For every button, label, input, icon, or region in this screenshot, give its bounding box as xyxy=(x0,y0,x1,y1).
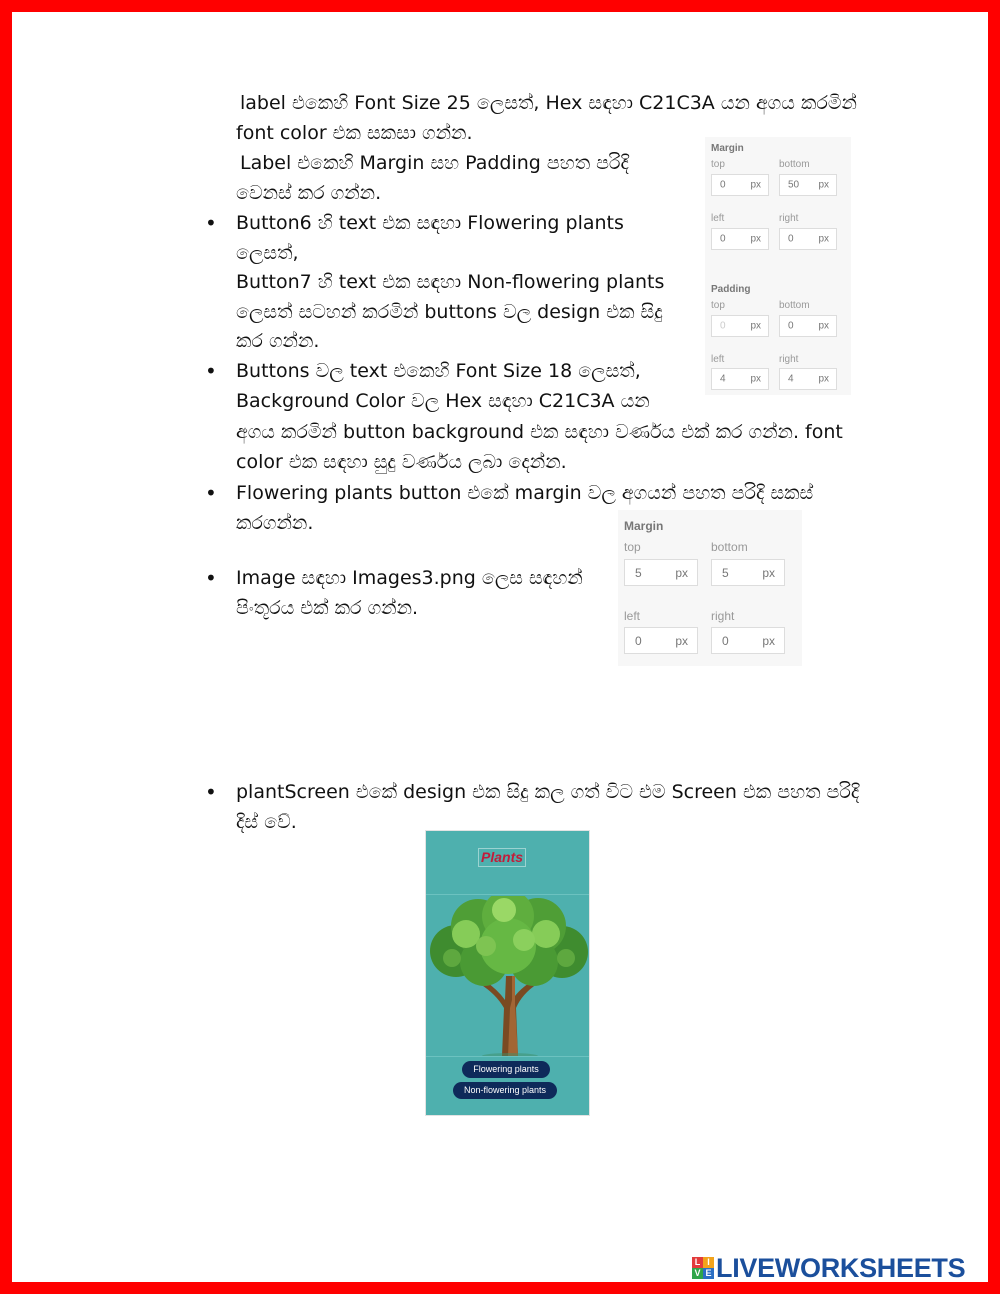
text-line: Label එකෙහි Margin සහ Padding පහත පරිදි xyxy=(240,152,629,174)
bullet-marker: • xyxy=(205,359,217,383)
text-line: දිස් වේ. xyxy=(236,811,297,833)
text-line: ලෙසත්, xyxy=(236,242,299,264)
margin-right-label: right xyxy=(711,609,735,623)
text-line: Button6 හි text එක සඳහා Flowering plants xyxy=(236,212,624,234)
divider xyxy=(426,1056,589,1057)
text-line: වෙනස් කර ගන්න. xyxy=(236,182,382,204)
text-line: Image සඳහා Images3.png ලෙස සඳහන් xyxy=(236,567,583,589)
margin-top-label: top xyxy=(711,159,725,170)
text-line: කරගන්න. xyxy=(236,512,314,534)
margin-title: Margin xyxy=(711,143,744,154)
text-line: අගය කරමින් button background එක සඳහා වර්ණය එක් කර ගන්න. font xyxy=(236,421,843,443)
bullet-marker: • xyxy=(205,566,217,590)
padding-left-input: 4 px xyxy=(711,368,769,390)
text-line: font color එක සකසා ගන්න. xyxy=(236,122,473,144)
bullet-marker: • xyxy=(205,780,217,804)
divider xyxy=(426,894,589,895)
plant-screen-preview xyxy=(425,830,590,1116)
text-line: plantScreen එකේ design එක සිදු කල ගත් විට එම Screen එක පහත පරිදි xyxy=(236,781,860,803)
margin-bottom-label: bottom xyxy=(779,159,810,170)
text-line: color එක සඳහා සුදු වර්ණය ලබා දෙන්න. xyxy=(236,451,567,473)
margin-bottom-input: 5 px xyxy=(711,559,785,586)
plants-title-label: Plants xyxy=(478,848,526,867)
flowering-plants-button[interactable]: Flowering plants xyxy=(462,1061,550,1078)
text-line: Flowering plants button එකේ margin වල අගයන් පහත පරිදි සකස් xyxy=(236,482,814,504)
bullet-marker: • xyxy=(205,211,217,235)
margin-padding-panel xyxy=(705,137,851,395)
margin-right-input: 0 px xyxy=(711,627,785,654)
margin-top-input: 0 px xyxy=(711,174,769,196)
non-flowering-plants-button[interactable]: Non-flowering plants xyxy=(453,1082,557,1099)
margin-top-label: top xyxy=(624,540,641,554)
margin-left-input: 0 px xyxy=(711,228,769,250)
text-line: ලෙසත් සටහන් කරමින් buttons වල design එක සිදු xyxy=(236,301,663,323)
logo-text: LIVEWORKSHEETS xyxy=(716,1253,966,1283)
margin-bottom-input: 50 px xyxy=(779,174,837,196)
padding-bottom-label: bottom xyxy=(779,300,810,311)
text-line: කර ගන්න. xyxy=(236,330,320,352)
text-line: Buttons වල text එකෙහි Font Size 18 ලෙසත්, xyxy=(236,360,641,382)
padding-right-label: right xyxy=(779,354,799,365)
padding-title: Padding xyxy=(711,284,751,295)
margin-right-label: right xyxy=(779,213,799,224)
padding-top-label: top xyxy=(711,300,725,311)
padding-bottom-input: 0 px xyxy=(779,315,837,337)
padding-top-input: 0 px xyxy=(711,315,769,337)
tree-image xyxy=(426,896,590,1056)
margin-top-input: 5 px xyxy=(624,559,698,586)
padding-left-label: left xyxy=(711,354,725,365)
margin-left-label: left xyxy=(624,609,641,623)
bullet-marker: • xyxy=(205,481,217,505)
margin-right-input: 0 px xyxy=(779,228,837,250)
margin-title: Margin xyxy=(624,519,664,533)
text-line: label එකෙහි Font Size 25 ලෙසත්, Hex සඳහා C21C3A යන අගය කරමින් xyxy=(240,92,857,114)
logo-mark: L I V E xyxy=(692,1257,714,1279)
button-margin-panel xyxy=(618,510,802,666)
text-line: Background Color වල Hex සඳහා C21C3A යන xyxy=(236,390,650,412)
text-line: Button7 හි text එක සඳහා Non-flowering plants xyxy=(236,271,665,293)
margin-bottom-label: bottom xyxy=(711,540,748,554)
margin-left-input: 0 px xyxy=(624,627,698,654)
margin-left-label: left xyxy=(711,213,725,224)
text-line: පිංතූරය එක් කර ගන්න. xyxy=(236,597,419,619)
padding-right-input: 4 px xyxy=(779,368,837,390)
